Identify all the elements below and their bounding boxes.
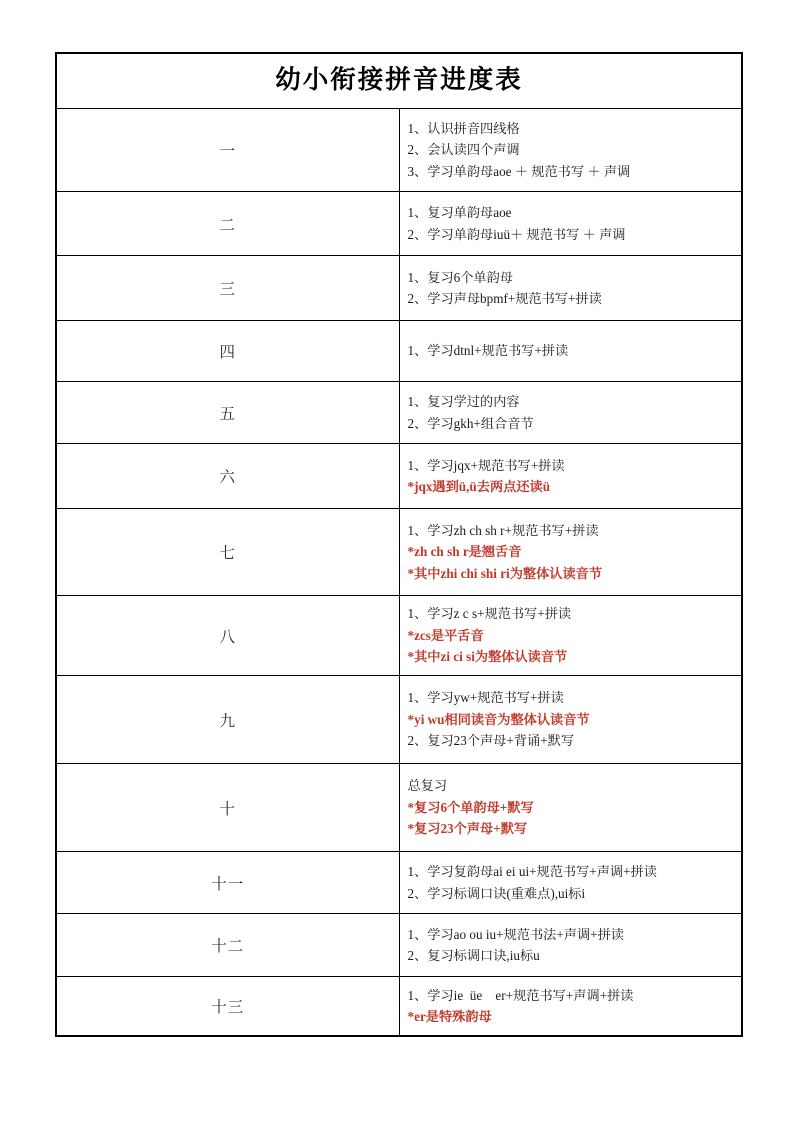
lesson-line: 1、学习jqx+规范书写+拼读 — [407, 457, 565, 473]
lesson-note-line: *yi wu相同读音为整体认读音节 — [407, 711, 590, 727]
lesson-line: 2、学习gkh+组合音节 — [407, 415, 534, 431]
table-row — [57, 382, 742, 444]
lesson-note-line: *zcs是平舌音 — [407, 627, 484, 643]
table-row — [57, 321, 742, 382]
lesson-content-cell — [399, 977, 742, 1036]
lesson-content-cell — [399, 192, 742, 256]
lesson-line: 1、学习ao ou iu+规范书法+声调+拼读 — [407, 926, 624, 942]
lesson-line: 2、复习23个声母+背诵+默写 — [407, 733, 575, 749]
week-number-cell: 三 — [57, 256, 400, 321]
lesson-content-cell — [399, 676, 742, 764]
lesson-note-line: *jqx遇到ü,ü去两点还读ü — [407, 479, 551, 494]
lesson-content-cell — [399, 596, 742, 676]
lesson-line: 1、复习6个单韵母 — [407, 269, 513, 285]
lesson-line: 1、学习ie üe er+规范书写+声调+拼读 — [407, 987, 634, 1003]
page-title: 幼小衔接拼音进度表 — [57, 54, 742, 109]
week-number-cell: 十 — [57, 764, 400, 852]
week-number-cell: 五 — [57, 382, 400, 444]
lesson-content-cell — [399, 444, 742, 509]
lesson-line: 1、学习dtnl+规范书写+拼读 — [407, 343, 569, 359]
lesson-line: 1、复习学过的内容 — [407, 394, 520, 410]
pinyin-progress-table — [56, 53, 742, 1036]
lesson-note-line: *zh ch sh r是翘舌音 — [407, 544, 522, 560]
lesson-note-line: *其中zhi chi shi ri为整体认读音节 — [407, 565, 603, 581]
progress-table-container — [55, 52, 743, 1037]
table-row — [57, 109, 742, 192]
week-number-cell: 十二 — [57, 914, 400, 977]
lesson-note-line: *其中zi ci si为整体认读音节 — [407, 649, 568, 665]
table-row — [57, 676, 742, 764]
table-row — [57, 444, 742, 509]
table-row — [57, 192, 742, 256]
lesson-note-line: *er是特殊韵母 — [407, 1009, 492, 1024]
lesson-line: 1、学习zh ch sh r+规范书写+拼读 — [407, 522, 599, 538]
lesson-line: 2、会认读四个声调 — [407, 142, 520, 158]
week-number-cell: 六 — [57, 444, 400, 509]
lesson-line: 2、复习标调口诀,iu标u — [407, 948, 540, 963]
table-row — [57, 914, 742, 977]
lesson-content-cell — [399, 914, 742, 977]
lesson-line: 3、学习单韵母aoe ＋ 规范书写 ＋ 声调 — [407, 163, 631, 179]
week-number-cell: 八 — [57, 596, 400, 676]
table-row — [57, 852, 742, 914]
lesson-line: 1、学习z c s+规范书写+拼读 — [407, 606, 572, 622]
table-row — [57, 596, 742, 676]
week-number-cell: 九 — [57, 676, 400, 764]
lesson-line: 1、学习yw+规范书写+拼读 — [407, 690, 564, 706]
week-number-cell: 十三 — [57, 977, 400, 1036]
lesson-line: 2、学习声母bpmf+规范书写+拼读 — [407, 291, 602, 306]
lesson-content-cell — [399, 382, 742, 444]
lesson-content-cell — [399, 764, 742, 852]
lesson-line: 1、认识拼音四线格 — [407, 120, 520, 136]
table-row — [57, 764, 742, 852]
table-row — [57, 256, 742, 321]
lesson-line: 1、复习单韵母aoe — [407, 205, 512, 221]
lesson-content-cell — [399, 321, 742, 382]
week-number-cell: 四 — [57, 321, 400, 382]
lesson-content-cell — [399, 109, 742, 192]
lesson-content-cell — [399, 509, 742, 596]
week-number-cell: 二 — [57, 192, 400, 256]
title-row — [57, 54, 742, 109]
lesson-line: 1、学习复韵母ai ei ui+规范书写+声调+拼读 — [407, 864, 657, 880]
lesson-line: 2、学习单韵母iuü＋ 规范书写 ＋ 声调 — [407, 226, 626, 242]
lesson-note-line: *复习23个声母+默写 — [407, 821, 528, 837]
week-number-cell: 七 — [57, 509, 400, 596]
table-body — [57, 54, 742, 1036]
lesson-content-cell — [399, 256, 742, 321]
lesson-content-cell — [399, 852, 742, 914]
week-number-cell: 一 — [57, 109, 400, 192]
lesson-line: 2、学习标调口诀(重难点),ui标i — [407, 885, 586, 901]
table-row — [57, 509, 742, 596]
lesson-note-line: *复习6个单韵母+默写 — [407, 799, 534, 815]
lesson-line: 总复习 — [407, 778, 448, 794]
table-row — [57, 977, 742, 1036]
week-number-cell: 十一 — [57, 852, 400, 914]
